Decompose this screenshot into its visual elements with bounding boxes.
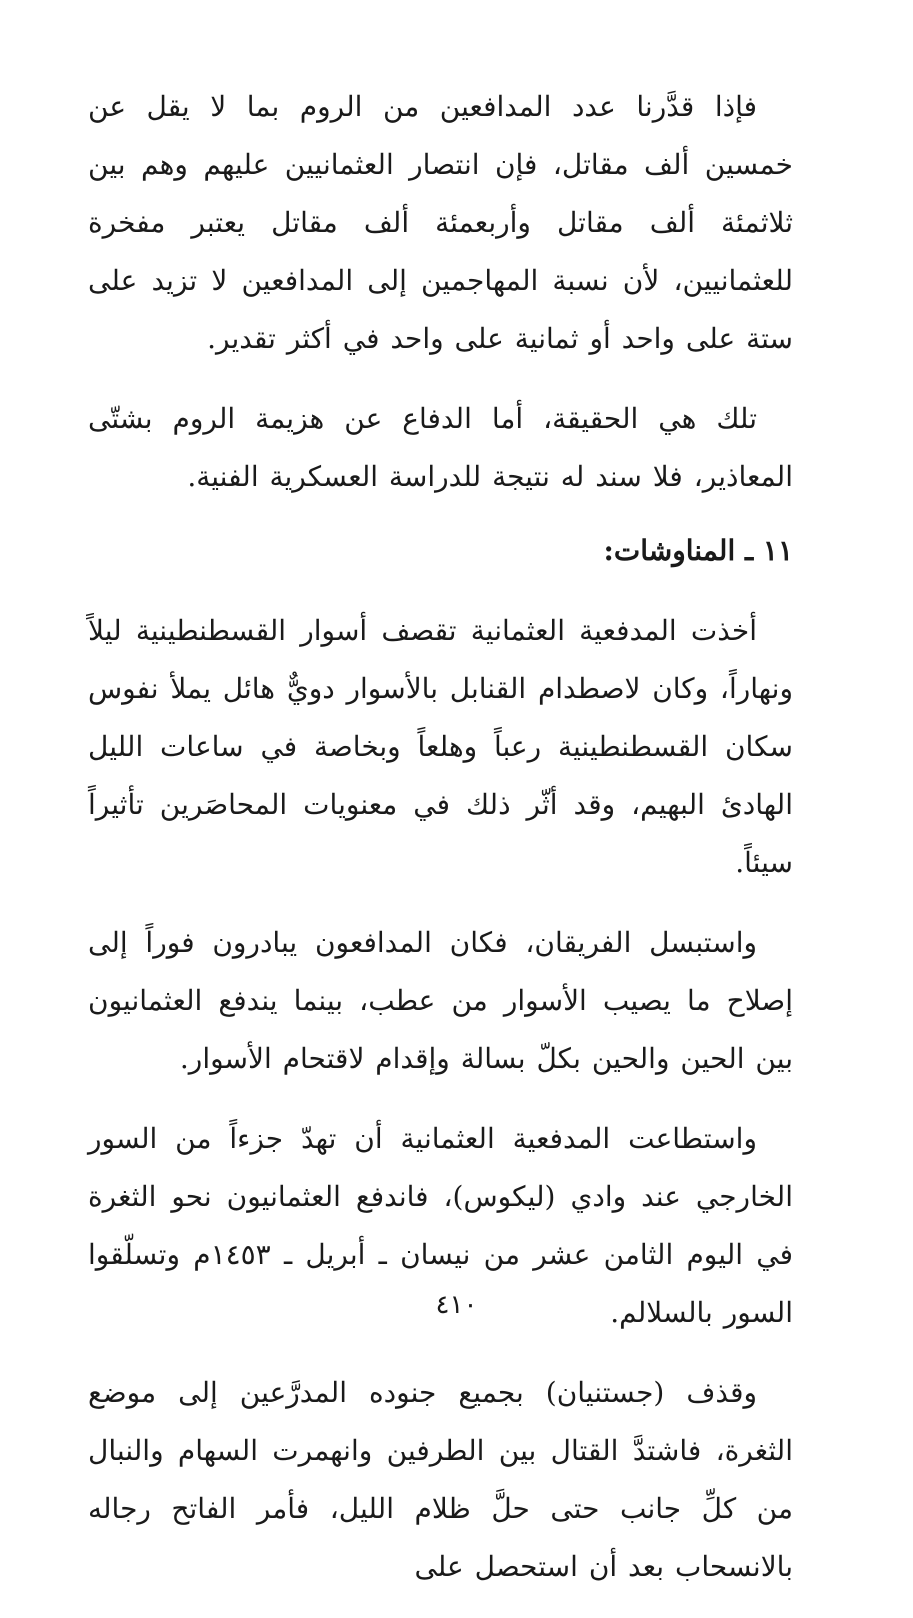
paragraph-both-sides: واستبسل الفريقان، فكان المدافعون يبادرون فوراً إلى إصلاح ما يصيب الأسوار من عطب، بينما يندفع العثمانيون بين الحين والحين بكلّ بسالة وإقدام لاقتحام الأسوار. <box>88 926 793 1075</box>
paragraph-giustiniani: وقذف (جستنيان) بجميع جنوده المدرَّعين إلى موضع الثغرة، فاشتدَّ القتال بين الطرفين وانهمرت السهام والنبال من كلِّ جانب حتى حلَّ ظلام الليل، فأمر الفاتح رجاله بالانسحاب بعد أن استحصل على <box>88 1376 793 1583</box>
paragraph-breach: واستطاعت المدفعية العثمانية أن تهدّ جزءاً من السور الخارجي عند وادي (ليكوس)، فاندفع العثمانيون نحو الثغرة في اليوم الثامن عشر من نيسان ـ أبريل ـ ١٤٥٣م وتسلّقوا السور بالسلالم. <box>88 1122 793 1329</box>
paragraph-troop-ratio: فإذا قدَّرنا عدد المدافعين من الروم بما لا يقل عن خمسين ألف مقاتل، فإن انتصار العثمانيين عليهم وهم بين ثلاثمئة ألف مقاتل وأربعمئة ألف مقاتل يعتبر مفخرة للعثمانيين، لأن نسبة المهاجمين إلى المدافعين لا تزيد على ستة على واحد أو ثمانية على واحد في أكثر تقدير. <box>88 90 793 355</box>
page-number: ٤١٠ <box>435 1290 478 1320</box>
paragraph-truth: تلك هي الحقيقة، أما الدفاع عن هزيمة الروم بشتّى المعاذير، فلا سند له نتيجة للدراسة العسكرية الفنية. <box>88 402 793 493</box>
section-heading-skirmishes: ١١ ـ المناوشات: <box>603 534 793 567</box>
paragraph-bombardment: أخذت المدفعية العثمانية تقصف أسوار القسطنطينية ليلاً ونهاراً، وكان لاصطدام القنابل بالأسوار دويٌّ هائل يملأ نفوس سكان القسطنطينية رعباً وهلعاً وبخاصة في ساعات الليل الهادئ البهيم، وقد أثّر ذلك في معنويات المحاصَرين تأثيراً سيئاً. <box>88 614 793 879</box>
page-body <box>88 78 793 1618</box>
